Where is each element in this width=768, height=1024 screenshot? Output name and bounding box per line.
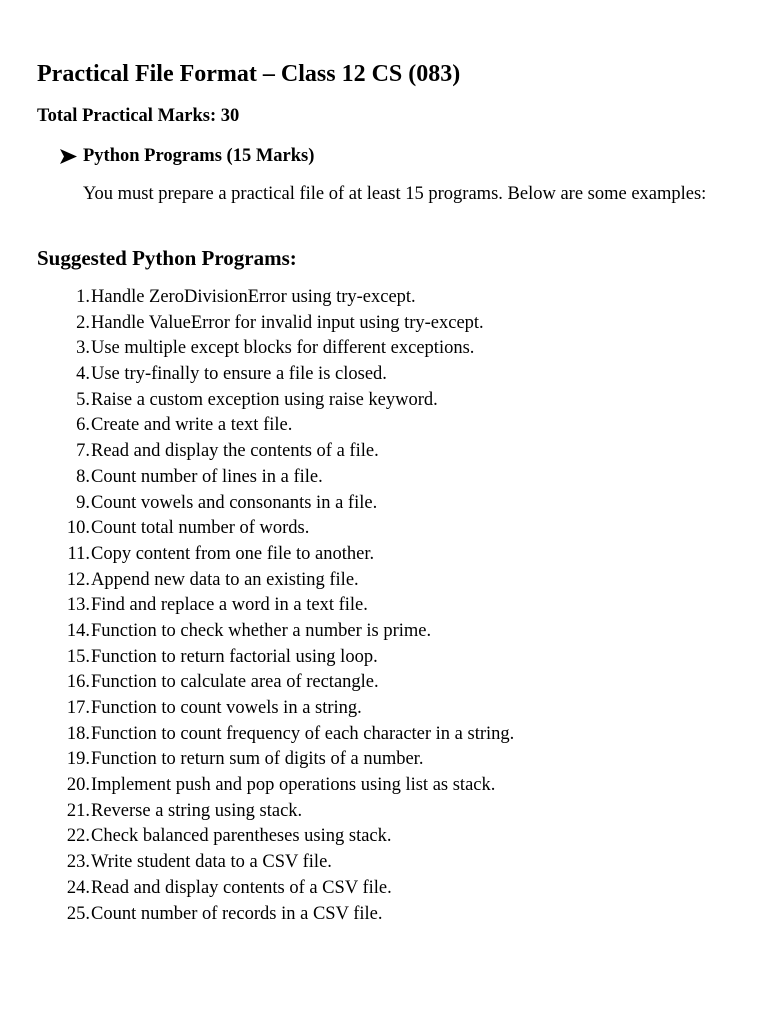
program-number: 23. [66, 852, 90, 873]
program-number: 18. [66, 723, 90, 744]
program-text: Count total number of words. [91, 518, 310, 539]
intro-paragraph: You must prepare a practical file of at least 15 programs. Below are some examples: [83, 184, 707, 204]
program-list-item [0, 696, 768, 722]
program-list-item [0, 336, 768, 362]
program-list-item [0, 773, 768, 799]
program-number: 3. [76, 338, 90, 359]
program-number: 9. [76, 492, 90, 513]
program-number: 14. [66, 620, 90, 641]
program-text: Reverse a string using stack. [91, 800, 303, 821]
program-list-item [0, 850, 768, 876]
program-text: Count number of lines in a file. [91, 466, 323, 487]
program-number: 7. [76, 441, 90, 462]
program-number: 25. [66, 903, 90, 924]
program-number: 12. [66, 569, 90, 590]
section-bullet-label: Python Programs (15 Marks) [83, 146, 315, 166]
program-text: Function to check whether a number is prime. [91, 620, 432, 641]
program-list-item [0, 413, 768, 439]
program-list-item [0, 311, 768, 337]
program-number: 22. [66, 826, 90, 847]
program-list-item [0, 491, 768, 517]
program-text: Handle ValueError for invalid input using try-except. [91, 312, 484, 333]
program-list-item [0, 568, 768, 594]
program-text: Append new data to an existing file. [91, 569, 359, 590]
program-list-item [0, 593, 768, 619]
program-number: 10. [66, 518, 90, 539]
program-text: Read and display the contents of a file. [91, 441, 379, 462]
program-number: 16. [66, 672, 90, 693]
program-number: 2. [76, 312, 90, 333]
program-text: Read and display contents of a CSV file. [91, 877, 392, 898]
program-text: Use try-finally to ensure a file is closed. [91, 364, 387, 385]
program-text: Function to return sum of digits of a number. [91, 749, 424, 770]
program-list-item [0, 542, 768, 568]
program-number: 19. [66, 749, 90, 770]
program-text: Count vowels and consonants in a file. [91, 492, 378, 513]
program-list-item [0, 670, 768, 696]
program-text: Write student data to a CSV file. [91, 852, 332, 873]
program-text: Function to count vowels in a string. [91, 698, 362, 718]
program-list-item [0, 902, 768, 928]
program-list-item [0, 362, 768, 388]
program-text: Handle ZeroDivisionError using try-except. [91, 287, 416, 307]
program-list-item [0, 722, 768, 748]
program-text: Function to count frequency of each character in a string. [91, 723, 515, 744]
program-text: Function to calculate area of rectangle. [91, 672, 379, 693]
page-title: Practical File Format – Class 12 CS (083) [37, 61, 461, 87]
program-text: Function to return factorial using loop. [91, 646, 378, 667]
program-text: Raise a custom exception using raise keyword. [91, 389, 438, 410]
program-number: 11. [67, 543, 90, 564]
program-text: Check balanced parentheses using stack. [91, 826, 392, 847]
program-number: 15. [66, 646, 90, 667]
program-number: 5. [76, 389, 90, 410]
program-list-item [0, 824, 768, 850]
program-list-item [0, 465, 768, 491]
program-number: 4. [76, 364, 90, 385]
program-list-item [0, 747, 768, 773]
program-number: 21. [66, 800, 90, 821]
program-text: Implement push and pop operations using list as stack. [91, 775, 496, 796]
program-list-item [0, 645, 768, 671]
program-text: Copy content from one file to another. [91, 543, 375, 564]
program-list-item [0, 876, 768, 902]
program-list [0, 285, 768, 927]
program-number: 17. [66, 698, 90, 718]
program-text: Use multiple except blocks for different exceptions. [91, 338, 475, 359]
program-list-item [0, 388, 768, 414]
arrowhead-bullet-icon [58, 143, 80, 169]
section-bullet [58, 143, 314, 169]
program-list-item [0, 439, 768, 465]
program-list-item [0, 799, 768, 825]
program-text: Count number of records in a CSV file. [91, 903, 383, 924]
program-text: Create and write a text file. [91, 415, 293, 436]
program-number: 13. [66, 595, 90, 616]
program-number: 20. [66, 775, 90, 796]
total-marks-heading: Total Practical Marks: 30 [37, 106, 240, 126]
program-number: 6. [76, 415, 90, 436]
program-text: Find and replace a word in a text file. [91, 595, 368, 616]
program-number: 8. [76, 466, 90, 487]
program-number: 24. [66, 877, 90, 898]
program-number: 1. [76, 287, 90, 307]
suggested-programs-heading: Suggested Python Programs: [37, 246, 297, 270]
program-list-item [0, 285, 768, 311]
program-list-item [0, 619, 768, 645]
program-list-item [0, 516, 768, 542]
